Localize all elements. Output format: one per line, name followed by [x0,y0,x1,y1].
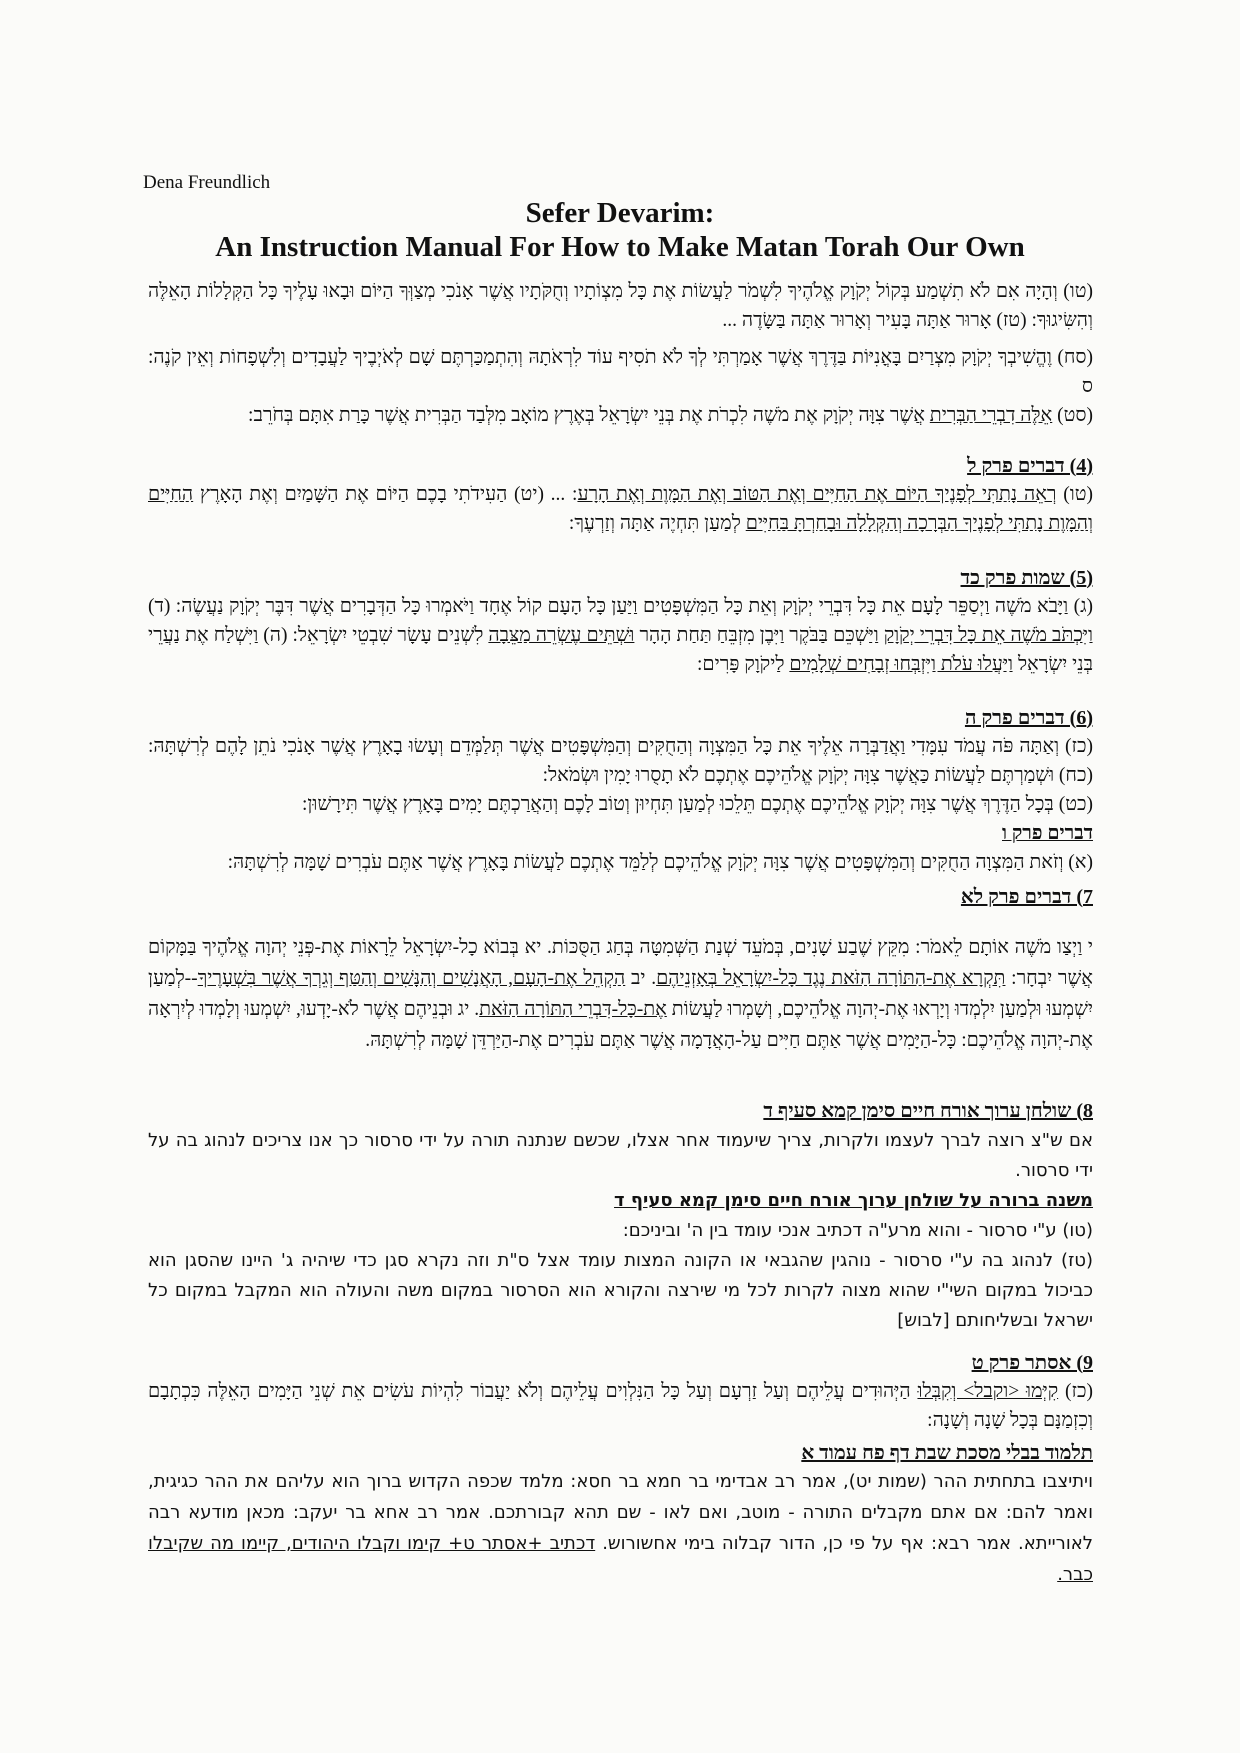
devarim-28-verses [148,277,1093,430]
underlined-phrase: רְאֵה נָתַתִּי לְפָנֶיךָ הַיּוֹם אֶת הַחַיִּים וְאֶת הַטּוֹב וְאֶת הַמָּוֶת וְאֶת הָרָע [577,484,1057,505]
sub-heading: משנה ברורה על שולחן ערוך אורח חיים סימן קמא סעיף ד [614,1190,1093,1211]
underlined-phrase: תִּקְרָא אֶת-הַתּוֹרָה הַזֹּאת נֶגֶד כָּל-יִשְׂרָאֵל בְּאָזְנֵיהֶם [656,968,1006,989]
underlined-phrase: דכתיב +אסתר ט+ קימו וקבלו היהודים, קיימו מה שקיבלו כבר. [148,1533,1093,1585]
devarim-5-6-verses [148,732,1093,877]
text-paragraph: ויתיצבו בתחתית ההר (שמות יט), אמר רב אבדימי בר חמא בר חסא: מלמד שכפה הקדוש ברוך הוא עליהם את ההר כגיגית, ואמר להם: אם אתם מקבלים התורה - מוטב, ואם לאו - שם תהא קבורתכם. אמר רב אחא בר יעקב: מכאן מודעא רבה לאורייתא. אמר רבא: אף על פי כן, הדור קבלוה בימי אחשורוש. דכתיב +אסתר ט+ קימו וקבלו היהודים, קיימו מה שקיבלו כבר. [148,1471,1093,1585]
section-heading: 8) שולחן ערוך אורח חיים סימן קמא סעיף ד [763,1100,1093,1122]
verse-paragraph: (כז) קִיְּמוּ <וקבל> וְקִבְּלוּ הַיְּהוּדִים עֲלֵיהֶם וְעַל זַרְעָם וְעַל כָּל הַנִּלְוִים עֲלֵיהֶם וְלֹא יַעֲבוֹר לִהְיוֹת עֹשִׂים אֵת שְׁנֵי הַיָּמִים הָאֵלֶּה כִּכְתָבָם וְכִזְמַנָּם בְּכָל שָׁנָה וְשָׁנָה: [148,1381,1093,1431]
underlined-phrase: וּשְׁתֵּים עֶשְׂרֵה מַצֵּבָה [488,625,635,646]
section-heading: תלמוד בבלי מסכת שבת דף פח עמוד א [801,1442,1093,1464]
underlined-phrase: אֵלֶּה דִבְרֵי הַבְּרִית [929,405,1053,426]
shemot-24-verses [148,592,1093,679]
verse-paragraph: (כט) בְּכָל הַדֶּרֶךְ אֲשֶׁר צִוָּה יְקֹוָק אֱלֹהֵיכֶם אֶתְכֶם תֵּלֵכוּ לְמַעַן תִּחְיוּן וְטוֹב לָכֶם וְהַאֲרַכְתֶּם יָמִים בָּאָרֶץ אֲשֶׁר תִּירָשׁוּן: [301,794,1093,815]
text-paragraph: אם ש"צ רוצה לברך לעצמו ולקרות, צריך שיעמוד אחר אצלו, שכשם שנתנה תורה על ידי סרסור כך אנו צריכים לנהוג בה על ידי סרסור. [148,1130,1093,1181]
underlined-phrase: הַחַיִּים וְהַמָּוֶת נָתַתִּי לְפָנֶיךָ הַבְּרָכָה וְהַקְּלָלָה וּבָחַרְתָּ בַּחַיִּים [148,484,1093,534]
esther-9-verses [148,1377,1093,1435]
document-title-line-1: Sefer Devarim: [525,197,715,229]
section-heading: 7) דברים פרק לא [960,886,1093,908]
underlined-phrase: קִיְּמוּ <וקבל> וְקִבְּלוּ [917,1381,1059,1402]
verse-paragraph: (ג) וַיָּבֹא מֹשֶׁה וַיְסַפֵּר לָעָם אֵת כָּל דִּבְרֵי יְקֹוָק וְאֵת כָּל הַמִּשְׁפָּטִים וַיַּעַן כָּל הָעָם קוֹל אֶחָד וַיֹּאמְרוּ כָּל הַדְּבָרִים אֲשֶׁר דִּבֶּר יְקֹוָק נַעֲשֶׂה: (ד) וַיִּכְתֹּב מֹשֶׁה אֵת כָּל דִּבְרֵי יְקֹוָק וַיַּשְׁכֵּם בַּבֹּקֶר וַיִּבֶן מִזְבֵּחַ תַּחַת הָהָר וּשְׁתֵּים עֶשְׂרֵה מַצֵּבָה לִשְׁנֵים עָשָׂר שִׁבְטֵי יִשְׂרָאֵל: (ה) וַיִּשְׁלַח אֶת נַעֲרֵי בְּנֵי יִשְׂרָאֵל וַיַּעֲלוּ עֹלֹת וַיִּזְבְּחוּ זְבָחִים שְׁלָמִים לַיקֹוָק פָּרִים: [148,596,1093,675]
section-heading: (6) דברים פרק ה [964,707,1093,729]
text-paragraph: (טו) ע"י סרסור - והוא מרע"ה דכתיב אנכי עומד בין ה' וביניכם: [622,1220,1093,1241]
verse-paragraph: (טו) וְהָיָה אִם לֹא תִשְׁמַע בְּקוֹל יְקֹוָק אֱלֹהֶיךָ לִשְׁמֹר לַעֲשׂוֹת אֶת כָּל מִצְוֹתָיו וְחֻקֹּתָיו אֲשֶׁר אָנֹכִי מְצַוְּךָ הַיּוֹם וּבָאוּ עָלֶיךָ כָּל הַקְּלָלוֹת הָאֵלֶּה וְהִשִּׂיגוּךָ: (טז) אָרוּר אַתָּה בָּעִיר וְאָרוּר אַתָּה בַּשָּׂדֶה ... [148,281,1093,331]
shulchan-aruch-text [148,1126,1093,1336]
underlined-phrase: הַקְהֵל אֶת-הָעָם, הָאֲנָשִׁים וְהַנָּשִׁים וְהַטַּף וְגֵרְךָ אֲשֶׁר בִּשְׁעָרֶיךָ [197,968,626,989]
author-name: Dena Freundlich [143,172,271,193]
sub-heading: דברים פרק ו [1002,823,1093,844]
text-paragraph: (טז) לנהוג בה ע"י סרסור - נוהגין שהגבאי או הקונה המצות עומד אצל ס"ת וזה נקרא סגן כדי שיהיה ג' היינו שהסגן הוא כביכול במקום השי"י שהוא מצוה לקרות לכל מי שירצה והקורא הוא הסרסור במקום משה והעולה הוא המקבל במקום כל ישראל ובשליחותם [לבוש] [148,1250,1093,1331]
devarim-30-verses [148,480,1093,538]
talmud-shabbat-text [148,1466,1093,1590]
underlined-phrase: וַיִּכְתֹּב מֹשֶׁה אֵת כָּל דִּבְרֵי יְקֹוָק [883,625,1093,646]
document-title-line-2: An Instruction Manual For How to Make Matan Torah Our Own [215,231,1025,263]
verse-paragraph: (כז) וְאַתָּה פֹּה עֲמֹד עִמָּדִי וַאֲדַבְּרָה אֵלֶיךָ אֵת כָּל הַמִּצְוָה וְהַחֻקִּים וְהַמִּשְׁפָּטִים אֲשֶׁר תְּלַמְּדֵם וְעָשׂוּ בָאָרֶץ אֲשֶׁר אָנֹכִי נֹתֵן לָהֶם לְרִשְׁתָּהּ: (כח) וּשְׁמַרְתֶּם לַעֲשׂוֹת כַּאֲשֶׁר צִוָּה יְקֹוָק אֱלֹהֵיכֶם אֶתְכֶם לֹא תָסֻרוּ יָמִין וּשְׂמֹאל: [148,736,1093,786]
verse-paragraph: י וַיְצַו מֹשֶׁה אוֹתָם לֵאמֹר: מִקֵּץ שֶׁבַע שָׁנִים, בְּמֹעֵד שְׁנַת הַשְּׁמִטָּה בְּחַג הַסֻּכּוֹת. יא בְּבוֹא כָל-יִשְׂרָאֵל לֵרָאוֹת אֶת-פְּנֵי יְהוָה אֱלֹהֶיךָ בַּמָּקוֹם אֲשֶׁר יִבְחָר: תִּקְרָא אֶת-הַתּוֹרָה הַזֹּאת נֶגֶד כָּל-יִשְׂרָאֵל בְּאָזְנֵיהֶם. יב הַקְהֵל אֶת-הָעָם, הָאֲנָשִׁים וְהַנָּשִׁים וְהַטַּף וְגֵרְךָ אֲשֶׁר בִּשְׁעָרֶיךָ--לְמַעַן יִשְׁמְעוּ וּלְמַעַן יִלְמְדוּ וְיָרְאוּ אֶת-יְהוָה אֱלֹהֵיכֶם, וְשָׁמְרוּ לַעֲשׂוֹת אֶת-כָּל-דִּבְרֵי הַתּוֹרָה הַזֹּאת. יג וּבְנֵיהֶם אֲשֶׁר לֹא-יָדְעוּ, יִשְׁמְעוּ וְלָמְדוּ לְיִרְאָה אֶת-יְהוָה אֱלֹהֵיכֶם: כָּל-הַיָּמִים אֲשֶׁר אַתֶּם חַיִּים עַל-הָאֲדָמָה אֲשֶׁר אַתֶּם עֹבְרִים אֶת-הַיַּרְדֵּן שָׁמָּה לְרִשְׁתָּהּ. [148,937,1094,1051]
verse-paragraph: (סט) אֵלֶּה דִבְרֵי הַבְּרִית אֲשֶׁר צִוָּה יְקֹוָק אֶת מֹשֶׁה לִכְרֹת אֶת בְּנֵי יִשְׂרָאֵל בְּאֶרֶץ מוֹאָב מִלְּבַד הַבְּרִית אֲשֶׁר כָּרַת אִתָּם בְּחֹרֵב: [248,405,1093,426]
underlined-phrase: וַיַּעֲלוּ עֹלֹת וַיִּזְבְּחוּ זְבָחִים שְׁלָמִים [789,654,1014,675]
verse-paragraph: (טו) רְאֵה נָתַתִּי לְפָנֶיךָ הַיּוֹם אֶת הַחַיִּים וְאֶת הַטּוֹב וְאֶת הַמָּוֶת וְאֶת הָרָע: ... (יט) הַעִידֹתִי בָכֶם הַיּוֹם אֶת הַשָּׁמַיִם וְאֶת הָאָרֶץ הַחַיִּים וְהַמָּוֶת נָתַתִּי לְפָנֶיךָ הַבְּרָכָה וְהַקְּלָלָה וּבָחַרְתָּ בַּחַיִּים לְמַעַן תִּחְיֶה אַתָּה וְזַרְעֶךָ: [148,484,1093,534]
underlined-phrase: אֶת-כָּל-דִּבְרֵי הַתּוֹרָה הַזֹּאת [479,999,667,1020]
section-heading: (5) שמות פרק כד [960,567,1093,589]
devarim-31-verses [148,932,1093,1056]
section-heading: (4) דברים פרק ל [967,455,1093,477]
section-heading: 9) אסתר פרק ט [971,1352,1093,1374]
verse-paragraph: (א) וְזֹאת הַמִּצְוָה הַחֻקִּים וְהַמִּשְׁפָּטִים אֲשֶׁר צִוָּה יְקֹוָק אֱלֹהֵיכֶם לְלַמֵּד אֶתְכֶם לַעֲשׂוֹת בָּאָרֶץ אֲשֶׁר אַתֶּם עֹבְרִים שָׁמָּה לְרִשְׁתָּהּ: [227,852,1093,873]
verse-paragraph: (סח) וֶהֱשִׁיבְךָ יְקֹוָק מִצְרַיִם בָּאֳנִיּוֹת בַּדֶּרֶךְ אֲשֶׁר אָמַרְתִּי לְךָ לֹא תֹסִיף עוֹד לִרְאֹתָהּ וְהִתְמַכַּרְתֶּם שָׁם לְאֹיְבֶיךָ לַעֲבָדִים וְלִשְׁפָחוֹת וְאֵין קֹנֶה: ס [148,347,1093,397]
